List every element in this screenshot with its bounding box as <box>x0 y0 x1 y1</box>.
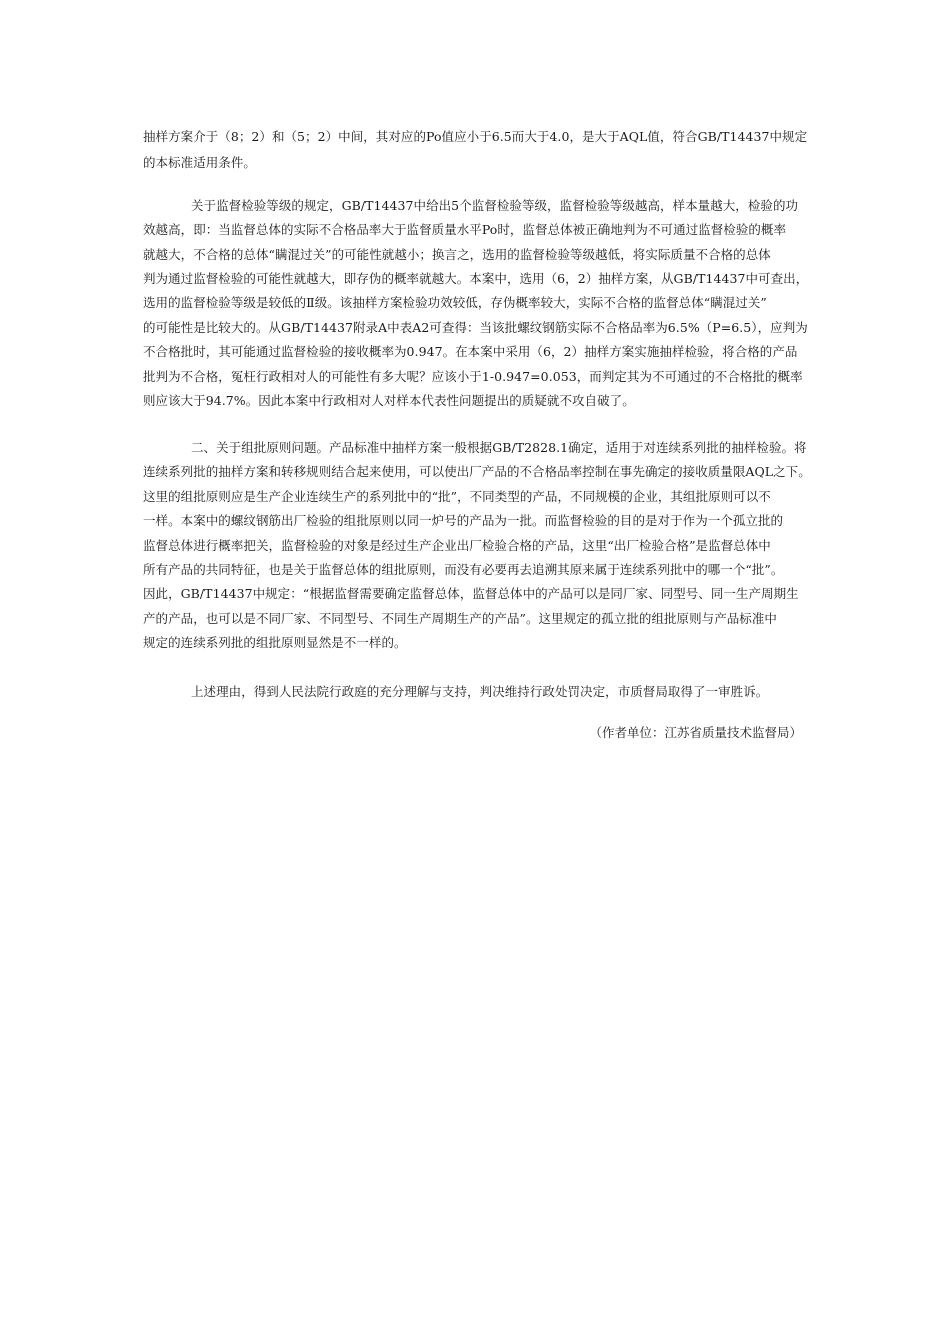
text-line: 监督总体进行概率把关，监督检验的对象是经过生产企业出厂检验合格的产品，这里“出厂检验合格”是监督总体中 <box>143 538 771 553</box>
text-line: 因此，GB/T14437中规定：“根据监督需要确定监督总体，监督总体中的产品可以是同厂家、同型号、同一生产周期生 <box>143 586 799 601</box>
text-line: 的可能性是比较大的。从GB/T14437附录A中表A2可查得：当该批螺纹钢筋实际不合格品率为6.5%（P=6.5），应判为 <box>143 320 808 335</box>
text-line: 批判为不合格，冤枉行政相对人的可能性有多大呢？应该小于1-0.947=0.053，而判定其为不可通过的不合格批的概率 <box>143 369 803 384</box>
text-line: 连续系列批的抽样方案和转移规则结合起来使用，可以使出厂产品的不合格品率控制在事先确定的接收质量限AQL之下。 <box>143 464 811 479</box>
text-line: 这里的组批原则应是生产企业连续生产的系列批中的“批”，不同类型的产品，不同规模的企业，其组批原则可以不 <box>143 489 771 504</box>
text-line: 二、关于组批原则问题。产品标准中抽样方案一般根据GB/T2828.1确定，适用于对连续系列批的抽样检验。将 <box>191 440 807 455</box>
text-line: 的本标准适用条件。 <box>143 155 256 170</box>
text-line: 则应该大于94.7%。因此本案中行政相对人对样本代表性问题提出的质疑就不攻自破了。 <box>143 393 635 408</box>
text-line: 抽样方案介于（8；2）和（5；2）中间，其对应的Po值应小于6.5而大于4.0，是大于AQL值，符合GB/T14437中规定 <box>143 129 808 144</box>
text-line: 效越高，即：当监督总体的实际不合格品率大于监督质量水平Po时，监督总体被正确地判为不可通过监督检验的概率 <box>143 222 787 237</box>
text-line: 产的产品，也可以是不同厂家、不同型号、不同生产周期生产的产品”。这里规定的孤立批的组批原则与产品标准中 <box>143 611 777 626</box>
author-affiliation: （作者单位：江苏省质量技术监督局） <box>589 725 802 740</box>
text-line: 判为通过监督检验的可能性就越大，即存伪的概率就越大。本案中，选用（6，2）抽样方案，从GB/T14437中可查出， <box>143 271 809 286</box>
text-line: 选用的监督检验等级是较低的Ⅱ级。该抽样方案检验功效较低，存伪概率较大，实际不合格的监督总体“瞒混过关” <box>143 295 767 310</box>
text-line: 规定的连续系列批的组批原则显然是不一样的。 <box>143 635 407 650</box>
text-line: 不合格批时，其可能通过监督检验的接收概率为0.947。在本案中采用（6，2）抽样方案实施抽样检验，将合格的产品 <box>143 344 798 359</box>
text-line: 就越大，不合格的总体“瞒混过关”的可能性就越小；换言之，选用的监督检验等级越低，将实际质量不合格的总体 <box>143 247 771 262</box>
text-line: 关于监督检验等级的规定，GB/T14437中给出5个监督检验等级，监督检验等级越高，样本量越大，检验的功 <box>191 198 799 213</box>
text-line: 所有产品的共同特征，也是关于监督总体的组批原则，而没有必要再去追溯其原来属于连续系列批中的哪一个“批”。 <box>143 562 784 577</box>
text-line: 上述理由，得到人民法院行政庭的充分理解与支持，判决维持行政处罚决定，市质督局取得了一审胜诉。 <box>191 684 769 699</box>
text-line: 一样。本案中的螺纹钢筋出厂检验的组批原则以同一炉号的产品为一批。而监督检验的目的是对于作为一个孤立批的 <box>143 513 784 528</box>
